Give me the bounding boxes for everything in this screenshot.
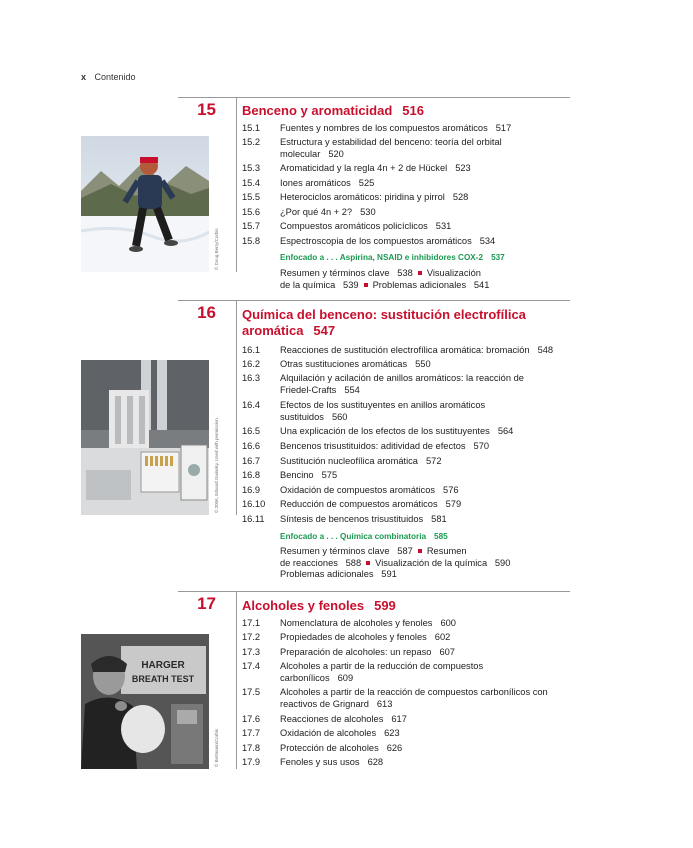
chapter-number: 16 <box>197 303 216 322</box>
section-page: 600 <box>440 618 456 628</box>
section-page: 554 <box>344 384 360 395</box>
section-title: Reacciones de alcoholes <box>280 714 384 724</box>
toc-entry[interactable] <box>242 632 582 644</box>
chapter-divider-horizontal <box>178 300 570 301</box>
section-page: 517 <box>495 123 512 133</box>
section-page: 576 <box>443 485 459 495</box>
chapter-divider-vertical <box>236 591 237 769</box>
photo-sign-line: BREATH TEST <box>131 674 195 684</box>
bullet-square <box>418 549 422 553</box>
toc-entry[interactable] <box>242 359 582 371</box>
chapter-title[interactable] <box>242 103 562 119</box>
focus-title: Enfocado a . . . Aspirina, NSAID e inhibidores COX-2 <box>280 253 484 262</box>
chapter-number: 17 <box>197 594 216 613</box>
chapter-page: 599 <box>374 598 396 613</box>
toc-entry[interactable] <box>242 345 582 357</box>
chapter-photo-runner <box>81 136 209 272</box>
section-number: 15.4 <box>242 178 261 188</box>
section-page: 534 <box>479 236 496 246</box>
chapter-divider-horizontal <box>178 591 570 592</box>
photo-credit: © Bettmann/Corbis <box>214 728 219 767</box>
toc-entry[interactable] <box>242 757 582 769</box>
section-title: Estructura y estabilidad del benceno: teoría del orbital molecular <box>280 137 502 159</box>
section-number: 17.4 <box>242 661 261 671</box>
section-page: 528 <box>452 192 469 202</box>
toc-entry[interactable] <box>242 441 582 453</box>
section-page: 575 <box>321 470 338 480</box>
section-number: 15.6 <box>242 207 261 217</box>
section-page: 579 <box>445 499 462 509</box>
section-title: Heterociclos aromáticos: piridina y pirrol <box>280 192 445 202</box>
section-number: 16.11 <box>242 514 265 524</box>
section-page: 623 <box>384 728 400 738</box>
toc-entry[interactable] <box>242 743 582 755</box>
problems-link[interactable]: Problemas adicionales <box>280 569 374 579</box>
section-title: Fenoles y sus usos <box>280 757 360 767</box>
summary-page: 587 <box>397 546 413 556</box>
section-number: 17.7 <box>242 728 261 738</box>
visualization-link-cont[interactable]: de la química <box>280 279 336 290</box>
section-page: 617 <box>391 714 407 724</box>
section-title: Bencenos trisustituidos: aditividad de efectos <box>280 441 466 451</box>
section-title: Alquilación y acilación de anillos aromáticos: la reacción de Friedel-Crafts <box>280 373 524 395</box>
photo-credit: © Doug Berry/Corbis <box>214 228 219 270</box>
section-title: Bencino <box>280 470 314 480</box>
summary-link[interactable]: Resumen y términos clave <box>280 268 390 278</box>
section-page: 570 <box>473 441 490 451</box>
chapter-title[interactable] <box>242 307 562 339</box>
end-of-chapter-list <box>280 268 570 291</box>
running-head <box>81 72 136 82</box>
bullet-square <box>364 283 368 287</box>
section-number: 16.2 <box>242 359 261 369</box>
visualization-link[interactable]: Visualización de la química <box>375 557 488 568</box>
problems-link[interactable]: Problemas adicionales <box>372 279 467 290</box>
reactions-page: 588 <box>345 557 362 568</box>
chapter-divider-vertical <box>236 300 237 515</box>
toc-entry[interactable] <box>242 178 582 190</box>
photo-credit: © 2006, Eduard Gwinsky. Used with permission. <box>214 416 219 513</box>
section-title: Fuentes y nombres de los compuestos aromáticos <box>280 123 488 133</box>
section-title: Efectos de los sustituyentes en anillos aromáticos sustituidos <box>280 400 486 422</box>
section-title: Aromaticidad y la regla 4n + 2 de Hückel <box>280 163 448 173</box>
section-number: 15.8 <box>242 236 261 246</box>
chapter-title-text: Alcoholes y fenoles <box>242 598 365 613</box>
section-title: Reducción de compuestos aromáticos <box>280 499 438 509</box>
chapter-title[interactable] <box>242 598 562 614</box>
running-head-label: Contenido <box>94 72 136 82</box>
focus-page: 585 <box>434 532 448 541</box>
toc-entry[interactable] <box>242 456 582 468</box>
visualization-page: 539 <box>343 279 359 290</box>
toc-entry[interactable] <box>242 137 582 160</box>
chapter-page: 547 <box>313 323 336 338</box>
section-page: 572 <box>425 456 442 466</box>
chapter-title-line: aromática <box>242 323 304 338</box>
page-number: x <box>81 72 87 82</box>
section-number: 16.7 <box>242 456 261 466</box>
summary-page: 538 <box>397 268 413 278</box>
section-page: 607 <box>439 647 455 657</box>
focus-title: Enfocado a . . . Química combinatoria <box>280 532 427 541</box>
problems-page: 591 <box>381 569 397 579</box>
toc-entry[interactable] <box>242 687 582 710</box>
chapter-title-text: Benceno y aromaticidad <box>242 103 393 118</box>
section-number: 15.1 <box>242 123 261 133</box>
visualization-link[interactable]: Visualización <box>426 268 481 278</box>
toc-entry[interactable] <box>242 192 582 204</box>
section-number: 17.2 <box>242 632 261 642</box>
photo-sign-line: HARGER <box>141 660 185 671</box>
section-number: 15.3 <box>242 163 261 173</box>
toc-entry[interactable] <box>242 661 582 684</box>
section-number: 16.8 <box>242 470 261 480</box>
section-page: 564 <box>497 426 514 436</box>
section-page: 548 <box>537 345 554 355</box>
section-number: 16.6 <box>242 441 261 451</box>
section-number: 17.9 <box>242 757 261 767</box>
toc-entry[interactable] <box>242 499 582 511</box>
section-page: 525 <box>358 178 375 188</box>
section-number: 16.1 <box>242 345 261 355</box>
section-title: Nomenclatura de alcoholes y fenoles <box>280 618 433 628</box>
section-page: 520 <box>328 148 344 159</box>
chapter-divider-horizontal <box>178 97 570 98</box>
section-number: 16.4 <box>242 400 261 410</box>
toc-entry[interactable] <box>242 618 582 630</box>
section-page: 530 <box>360 207 376 217</box>
problems-page: 541 <box>473 279 490 290</box>
toc-entry[interactable] <box>242 728 582 740</box>
section-number: 16.3 <box>242 373 261 383</box>
section-number: 15.5 <box>242 192 261 202</box>
toc-entry[interactable] <box>242 400 582 423</box>
bullet-square <box>366 561 370 565</box>
section-title: Alcoholes a partir de la reacción de compuestos carbonílicos con reactivos de Grignard <box>280 687 548 709</box>
chapter-number: 15 <box>197 100 216 119</box>
section-number: 17.8 <box>242 743 261 753</box>
toc-entry[interactable] <box>242 163 582 175</box>
toc-entry[interactable] <box>242 514 582 526</box>
section-number: 15.7 <box>242 221 261 231</box>
toc-entry[interactable] <box>242 236 582 248</box>
chapter-photo-breath-test <box>81 634 209 769</box>
reactions-summary-link[interactable]: Resumen <box>426 546 467 556</box>
toc-entry[interactable] <box>242 123 582 135</box>
toc-entry[interactable] <box>242 470 582 482</box>
chapter-divider-vertical <box>236 97 237 272</box>
section-number: 15.2 <box>242 137 261 147</box>
toc-entry[interactable] <box>242 714 582 726</box>
section-number: 16.5 <box>242 426 261 436</box>
section-title: Preparación de alcoholes: un repaso <box>280 647 432 657</box>
toc-entry[interactable] <box>242 373 582 396</box>
chapter-title-line: Química del benceno: sustitución electrofílica <box>242 307 526 322</box>
section-number: 17.5 <box>242 687 261 697</box>
focus-page: 537 <box>491 253 505 262</box>
section-page: 628 <box>367 757 384 767</box>
section-title: Una explicación de los efectos de los sustituyentes <box>280 426 490 436</box>
focus-on-entry[interactable] <box>280 532 448 541</box>
section-number: 17.3 <box>242 647 261 657</box>
toc-entry[interactable] <box>242 426 582 438</box>
section-page: 531 <box>435 221 452 231</box>
section-title: ¿Por qué 4n + 2? <box>280 207 353 217</box>
section-title: Otras sustituciones aromáticas <box>280 359 408 369</box>
bullet-square <box>418 271 422 275</box>
end-of-chapter-list <box>280 546 570 581</box>
toc-entry[interactable] <box>242 207 582 219</box>
toc-entry[interactable] <box>242 485 582 497</box>
toc-entry[interactable] <box>242 647 582 659</box>
section-page: 581 <box>431 514 447 524</box>
section-title: Alcoholes a partir de la reducción de compuestos carbonílicos <box>280 661 484 683</box>
focus-on-entry[interactable] <box>280 253 505 262</box>
section-number: 17.1 <box>242 618 261 628</box>
section-page: 602 <box>434 632 451 642</box>
section-page: 626 <box>386 743 403 753</box>
section-title: Compuestos aromáticos policíclicos <box>280 221 428 231</box>
section-number: 17.6 <box>242 714 261 724</box>
section-title: Oxidación de compuestos aromáticos <box>280 485 436 495</box>
toc-entry[interactable] <box>242 221 582 233</box>
section-page: 560 <box>331 411 348 422</box>
section-title: Oxidación de alcoholes <box>280 728 377 738</box>
visualization-page: 590 <box>494 557 511 568</box>
section-number: 16.9 <box>242 485 261 495</box>
section-page: 613 <box>376 698 393 709</box>
section-title: Iones aromáticos <box>280 178 351 188</box>
section-title: Propiedades de alcoholes y fenoles <box>280 632 427 642</box>
chapter-page: 516 <box>402 103 424 118</box>
section-page: 609 <box>337 672 354 683</box>
section-page: 550 <box>415 359 431 369</box>
chapter-photo-lab-robot <box>81 360 209 515</box>
section-title: Síntesis de bencenos trisustituidos <box>280 514 424 524</box>
section-title: Reacciones de sustitución electrofílica aromática: bromación <box>280 345 530 355</box>
reactions-summary-link-cont[interactable]: de reacciones <box>280 557 338 568</box>
section-title: Protección de alcoholes <box>280 743 379 753</box>
section-page: 523 <box>455 163 471 173</box>
section-number: 16.10 <box>242 499 266 509</box>
section-title: Espectroscopia de los compuestos aromáticos <box>280 236 472 246</box>
summary-link[interactable]: Resumen y términos clave <box>280 546 390 556</box>
section-title: Sustitución nucleofílica aromática <box>280 456 418 466</box>
